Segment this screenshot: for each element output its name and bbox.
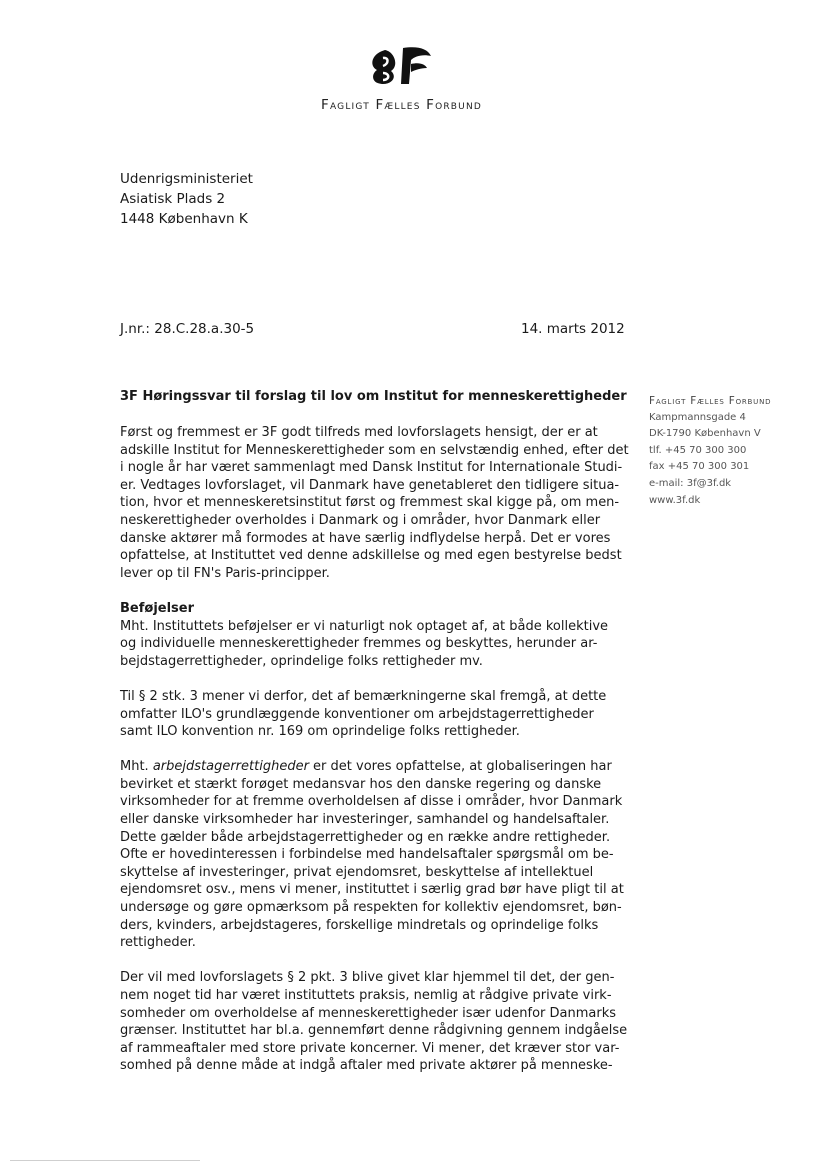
sender-fax: fax +45 70 300 301 <box>649 461 750 473</box>
sender-email: e-mail: 3f@3f.dk <box>649 477 732 489</box>
text-line: undersøge og gøre opmærksom på respekten for kollektiv ejendomsret, bøn- <box>120 900 622 916</box>
text-line: grænser. Instituttet har bl.a. gennemført denne rådgivning gennem indgåelse <box>120 1023 628 1039</box>
letter-date: 14. marts 2012 <box>521 321 625 337</box>
section-heading: Beføjelser <box>120 600 195 616</box>
recipient-city: 1448 København K <box>120 211 248 227</box>
recipient-address <box>120 169 253 229</box>
text-line: lever op til FN's Paris-principper. <box>120 565 330 581</box>
footer-rule <box>10 1160 200 1161</box>
sender-org: Fagligt Fælles Forbund <box>649 395 772 407</box>
organization-name: Fagligt Fælles Forbund <box>321 97 483 113</box>
sender-street: Kampmannsgade 4 <box>649 411 746 423</box>
text-line: skyttelse af investeringer, privat ejendomsret, beskyttelse af intellektuel <box>120 864 594 880</box>
sender-contact-block <box>649 393 771 509</box>
text-line: omfatter ILO's grundlæggende konventioner om arbejdstagerrettigheder <box>120 706 594 722</box>
3f-logo <box>365 44 435 86</box>
text-fragment: Mht. <box>120 759 153 775</box>
text-line: bevirket et stærkt forøget medansvar hos den danske regering og danske <box>120 776 602 792</box>
text-line: danske aktører må formodes at have særlig indflydelse herpå. Det er vores <box>120 530 611 546</box>
emphasis-text: arbejdstagerrettigheder <box>152 759 309 775</box>
text-line: og individuelle menneskerettigheder fremmes og beskyttes, herunder ar- <box>120 636 598 652</box>
text-line: Til § 2 stk. 3 mener vi derfor, det af bemærkningerne skal fremgå, at dette <box>120 688 607 704</box>
recipient-name: Udenrigsministeriet <box>120 171 253 187</box>
letter-subject: 3F Høringssvar til forslag til lov om Institut for menneskerettigheder <box>120 389 627 404</box>
text-line: nem noget tid har været instituttets praksis, nemlig at rådgive private virk- <box>120 988 612 1003</box>
journal-number: J.nr.: 28.C.28.a.30-5 <box>120 321 255 337</box>
text-line <box>120 758 620 776</box>
text-line: opfattelse, at Instituttet ved denne adskillelse og med egen bestyrelse bedst <box>120 548 622 564</box>
paragraph-worker-rights <box>120 758 624 952</box>
text-line: samt ILO konvention nr. 169 om oprindelige folks rettigheder. <box>120 724 520 740</box>
text-line: tion, hvor et menneskeretsinstitut først og fremmest skal kigge på, om men- <box>120 495 620 511</box>
paragraph-intro <box>120 424 629 582</box>
text-line: neskerettigheder overholdes i Danmark og i områder, hvor Danmark eller <box>120 512 601 528</box>
text-line: Først og fremmest er 3F godt tilfreds med lovforslagets hensigt, der er at <box>120 425 598 440</box>
paragraph-advice <box>120 969 628 1075</box>
text-line: Ofte er hovedinteressen i forbindelse med handelsaftaler spørgsmål om be- <box>120 847 614 863</box>
paragraph-ilo <box>120 688 620 741</box>
text-line: i nogle år har været sammenlagt med Dansk Institut for Internationale Studi- <box>120 460 623 476</box>
text-line: eller danske virksomheder har investeringer, samhandel og handelsaftaler. <box>120 812 610 828</box>
text-line: af rammeaftaler med store private koncerner. Vi mener, det kræver stor var- <box>120 1040 620 1056</box>
text-line: rettigheder. <box>120 935 196 951</box>
text-line: Mht. Instituttets beføjelser er vi naturligt nok optaget af, at både kollektive <box>120 618 609 634</box>
text-line: ejendomsret osv., mens vi mener, instituttet i særlig grad bør have pligt til at <box>120 882 624 898</box>
sender-city: DK-1790 København V <box>649 428 761 440</box>
sender-phone: tlf. +45 70 300 300 <box>649 444 747 456</box>
text-line: Der vil med lovforslagets § 2 pkt. 3 blive givet klar hjemmel til det, der gen- <box>120 970 615 986</box>
text-line: Dette gælder både arbejdstagerrettigheder og en række andre rettigheder. <box>120 829 611 845</box>
text-line: adskille Institut for Menneskerettigheder som en selvstændig enhed, efter det <box>120 442 629 458</box>
recipient-street: Asiatisk Plads 2 <box>120 191 226 207</box>
text-line: bejdstagerrettigheder, oprindelige folks rettigheder mv. <box>120 653 483 669</box>
text-line: ders, kvinders, arbejdstageres, forskellige mindretals og oprindelige folks <box>120 917 599 933</box>
text-fragment: er det vores opfattelse, at globaliseringen har <box>308 759 612 775</box>
paragraph-powers <box>120 600 620 670</box>
text-line: er. Vedtages lovforslaget, vil Danmark have genetableret den tidligere situa- <box>120 477 620 493</box>
sender-website: www.3f.dk <box>649 494 701 506</box>
text-line: somheder om overholdelse af menneskerettigheder især udenfor Danmarks <box>120 1005 617 1021</box>
letter-body <box>120 424 629 1075</box>
text-line: somhed på denne måde at indgå aftaler med private aktører på menneske- <box>120 1058 613 1074</box>
text-line: virksomheder for at fremme overholdelsen af disse i områder, hvor Danmark <box>120 794 623 810</box>
